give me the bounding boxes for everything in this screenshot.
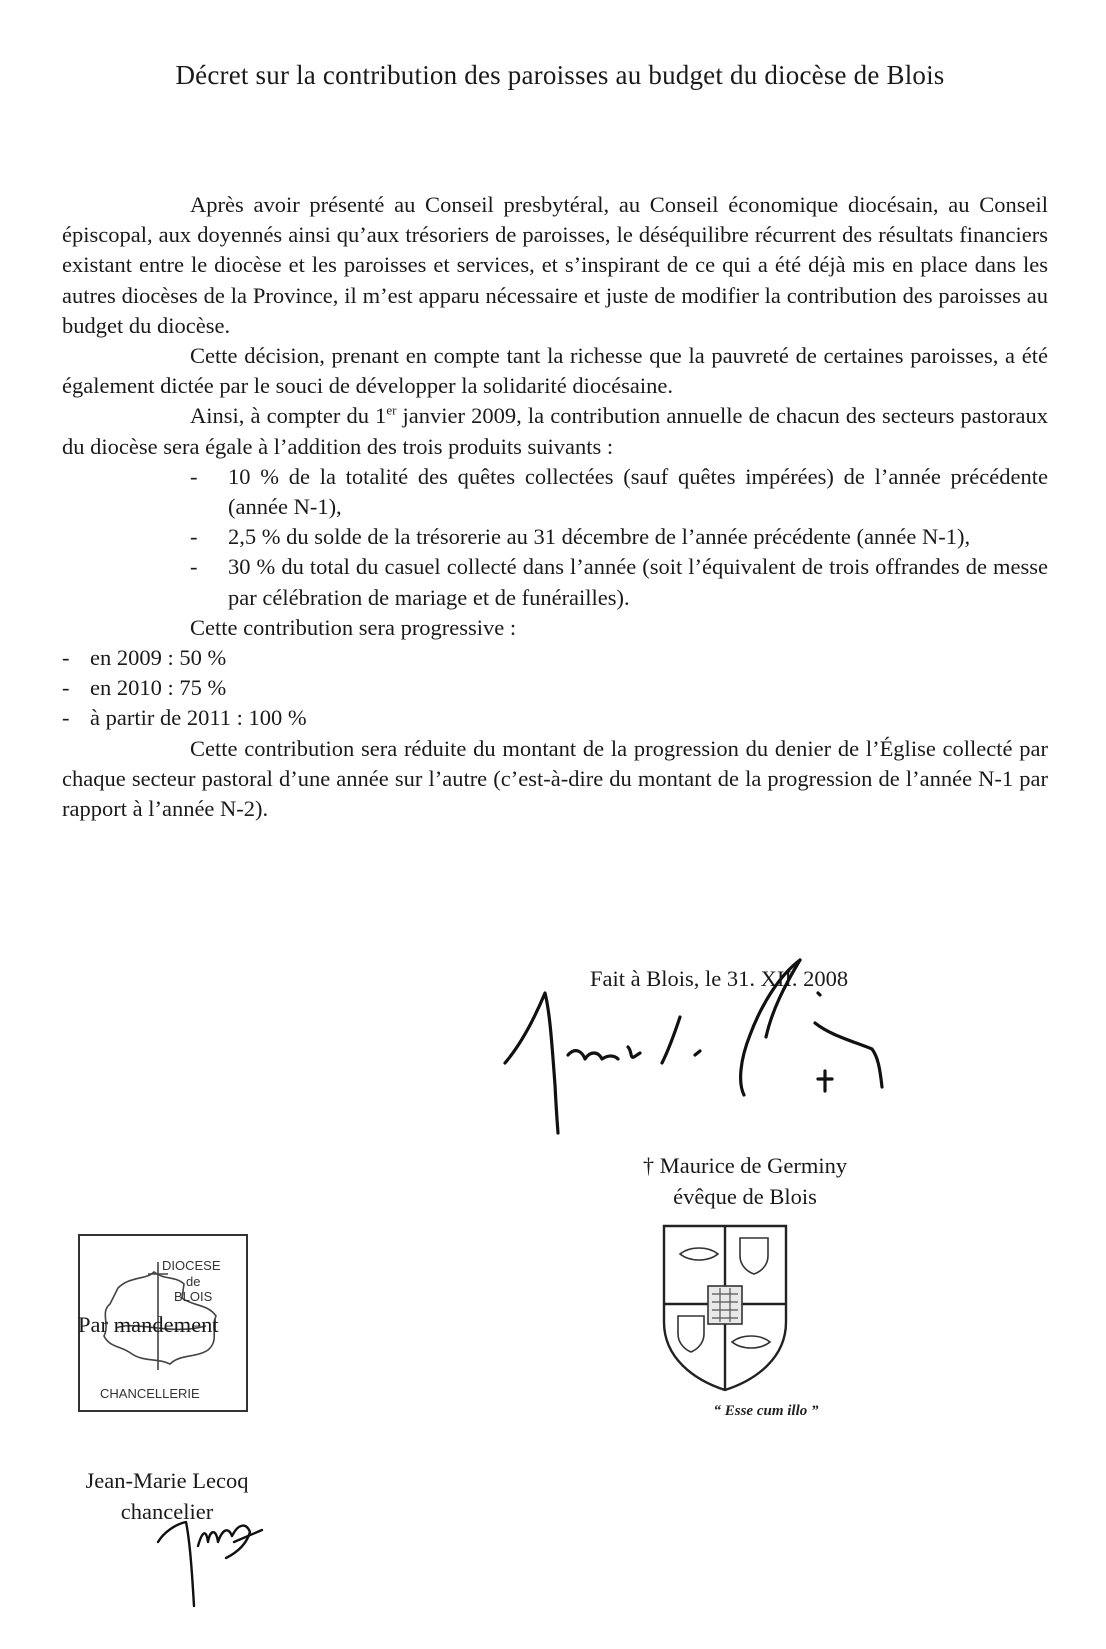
document-body [62, 190, 1048, 824]
document-title: Décret sur la contribution des paroisses au budget du diocèse de Blois [175, 60, 945, 90]
effective-date-start: Ainsi, à compter du 1 [190, 403, 387, 429]
paragraph-decision: Cette décision, prenant en compte tant la richesse que la pauvreté de certaines paroisses, a été également dictée par le souci de développer la solidarité diocésaine. [62, 343, 1048, 399]
signer-title: évêque de Blois [673, 1184, 817, 1209]
by-order-text: Par mandement [78, 1312, 219, 1337]
list-item: - 10 % de la totalité des quêtes collectées (sauf quêtes impérées) de l’année précédente (année N-1), [190, 463, 1048, 520]
list-item: - 2,5 % du solde de la trésorerie au 31 décembre de l’année précédente (année N-1), [62, 522, 1048, 552]
signer-name: † Maurice de Germiny [642, 1153, 848, 1178]
signer-block [600, 1150, 890, 1212]
list-item: - 30 % du total du casuel collecté dans l’année (soit l’équivalent de trois offrandes de messe par célébration de mariage et de funérailles). [190, 554, 1048, 610]
steps-list [0, 643, 1048, 734]
stamp-chancellerie-text: CHANCELLERIE [100, 1386, 200, 1401]
chancellor-signature [150, 1502, 270, 1612]
dash-bullet: - [190, 524, 198, 550]
paragraph-effective-date [62, 401, 1048, 461]
place-date: Fait à Blois, le 31. XII. 2008 [590, 966, 849, 991]
stamp-de-text: de [186, 1274, 201, 1289]
list-item: - en 2009 : 50 % [0, 643, 1048, 673]
chancellor-title: chancelier [120, 1499, 214, 1524]
ordinal-superscript: er [386, 402, 397, 418]
list-item: - à partir de 2011 : 100 % [0, 703, 1048, 733]
paragraph-progressive: Cette contribution sera progressive : [190, 614, 517, 640]
paragraph-presentation: Après avoir présenté au Conseil presbytéral, au Conseil économique diocésain, au Conseil épiscopal, aux doyennés ainsi qu’aux trésoriers de paroisses, le déséquilibre récurrent des résultats financiers existant entre le diocèse et les paroisses et services, et s’inspirant de ce qui a été déjà mis en place dans les autres diocèses de la Province, il m’est apparu nécessaire et juste de modifier la contribution des paroisses au budget du diocèse. [62, 192, 1048, 338]
stamp-diocese-text: DIOCESE [162, 1258, 221, 1273]
coat-of-arms-emblem [660, 1222, 790, 1394]
dash-bullet: - [190, 554, 198, 580]
paragraph-reduction: Cette contribution sera réduite du montant de la progression du denier de l’Église collecté par chaque secteur pastoral d’une année sur l’autre (c’est-à-dire du montant de la progression de l’année N-1 par rapport à l’année N-2). [62, 735, 1048, 822]
effective-date-end: janvier 2009, la contribution annuelle de chacun des secteurs pastoraux du diocèse sera égale à l’addition des trois produits suivants : [62, 403, 1048, 459]
dash-bullet: - [62, 675, 70, 701]
products-list [62, 462, 1048, 613]
bishop-signature [500, 955, 900, 1145]
dash-bullet: - [190, 463, 198, 489]
chancellor-name: Jean-Marie Lecoq [85, 1468, 249, 1493]
dash-bullet: - [62, 705, 70, 731]
stamp-blois-text: BLOIS [174, 1289, 213, 1304]
dash-bullet: - [62, 645, 70, 671]
motto: “ Esse cum illo ” [713, 1403, 819, 1419]
list-item: - en 2010 : 75 % [0, 673, 1048, 703]
